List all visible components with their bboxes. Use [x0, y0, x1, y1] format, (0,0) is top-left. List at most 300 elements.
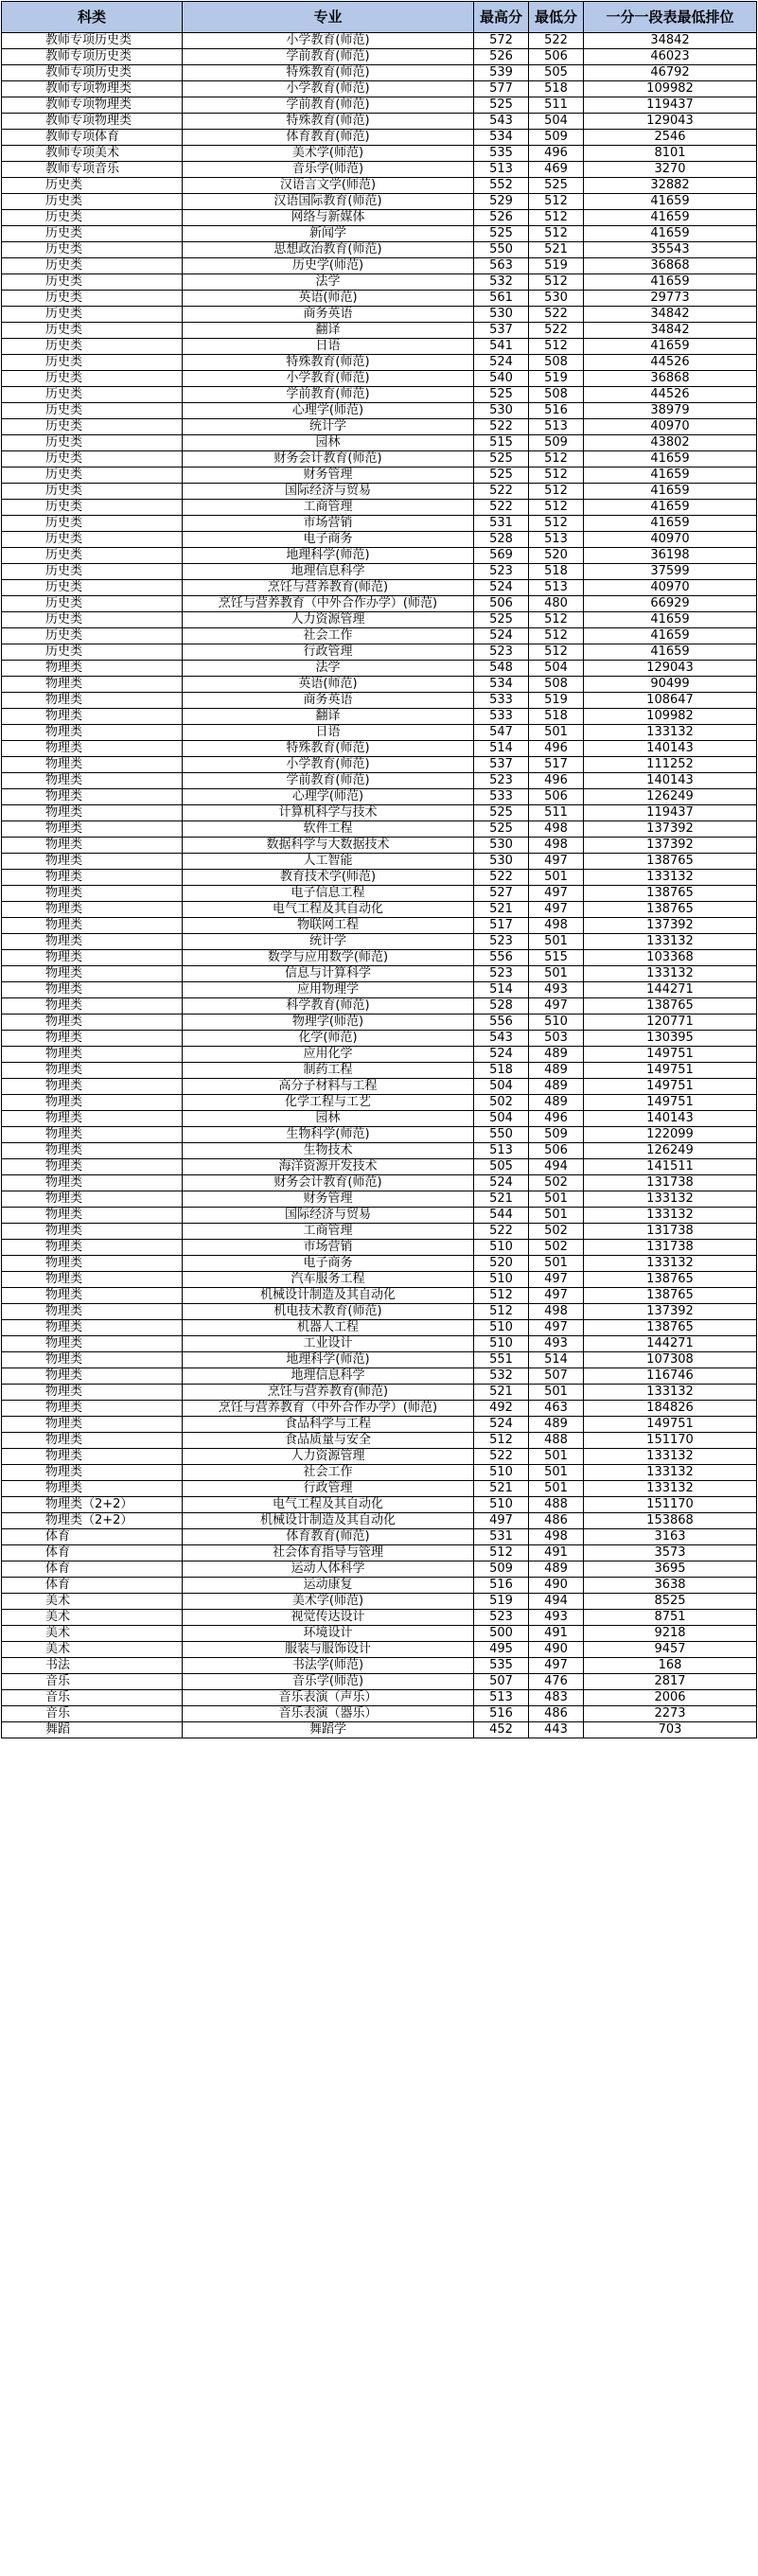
cell-major: 小学教育(师范) [183, 371, 474, 387]
cell-min-score: 515 [529, 950, 584, 966]
cell-category: 物理类 [2, 1433, 183, 1449]
cell-max-score: 512 [474, 1545, 529, 1561]
table-body [2, 33, 757, 1738]
cell-category: 历史类 [2, 564, 183, 580]
cell-min-rank: 137392 [584, 838, 757, 854]
cell-min-score: 501 [529, 1449, 584, 1465]
cell-major: 信息与计算科学 [183, 966, 474, 982]
cell-min-score: 517 [529, 757, 584, 773]
cell-major: 生物技术 [183, 1143, 474, 1159]
header-max-score: 最高分 [474, 2, 529, 33]
table-row [2, 1191, 757, 1208]
cell-max-score: 529 [474, 194, 529, 210]
cell-max-score: 533 [474, 693, 529, 709]
cell-max-score: 530 [474, 838, 529, 854]
cell-min-rank: 35543 [584, 242, 757, 258]
cell-min-rank: 138765 [584, 1320, 757, 1336]
cell-major: 社会体育指导与管理 [183, 1545, 474, 1561]
table-row [2, 1063, 757, 1079]
cell-max-score: 547 [474, 725, 529, 741]
cell-min-rank: 137392 [584, 821, 757, 838]
table-row [2, 741, 757, 757]
cell-max-score: 513 [474, 162, 529, 178]
cell-category: 物理类 [2, 757, 183, 773]
cell-min-score: 488 [529, 1433, 584, 1449]
cell-min-score: 505 [529, 65, 584, 81]
cell-min-rank: 133132 [584, 870, 757, 886]
cell-min-rank: 119437 [584, 97, 757, 114]
table-row [2, 162, 757, 178]
cell-category: 物理类 [2, 1481, 183, 1497]
cell-category: 教师专项物理类 [2, 114, 183, 130]
cell-major: 音乐学(师范) [183, 162, 474, 178]
cell-category: 历史类 [2, 323, 183, 339]
cell-max-score: 550 [474, 1127, 529, 1143]
cell-category: 历史类 [2, 242, 183, 258]
cell-category: 历史类 [2, 596, 183, 612]
cell-min-score: 518 [529, 564, 584, 580]
cell-max-score: 523 [474, 773, 529, 789]
cell-category: 历史类 [2, 339, 183, 355]
table-row [2, 1481, 757, 1497]
cell-category: 历史类 [2, 532, 183, 548]
cell-max-score: 507 [474, 1674, 529, 1690]
cell-max-score: 525 [474, 821, 529, 838]
cell-min-score: 493 [529, 982, 584, 998]
table-row [2, 1497, 757, 1513]
table-row [2, 1208, 757, 1224]
cell-max-score: 528 [474, 998, 529, 1015]
cell-min-score: 483 [529, 1690, 584, 1706]
cell-category: 物理类 [2, 741, 183, 757]
cell-min-rank: 126249 [584, 789, 757, 805]
cell-category: 教师专项历史类 [2, 33, 183, 49]
cell-min-score: 498 [529, 1529, 584, 1545]
cell-major: 地理科学(师范) [183, 548, 474, 564]
table-row [2, 1256, 757, 1272]
cell-major: 特殊教育(师范) [183, 741, 474, 757]
cell-min-rank: 184826 [584, 1401, 757, 1417]
cell-min-rank: 41659 [584, 612, 757, 628]
cell-min-rank: 138765 [584, 1288, 757, 1304]
table-row [2, 1127, 757, 1143]
cell-category: 物理类 [2, 1288, 183, 1304]
cell-min-rank: 120771 [584, 1015, 757, 1031]
table-row [2, 484, 757, 500]
cell-major: 小学教育(师范) [183, 81, 474, 97]
cell-min-rank: 126249 [584, 1143, 757, 1159]
cell-major: 法学 [183, 661, 474, 677]
cell-category: 教师专项物理类 [2, 81, 183, 97]
cell-category: 体育 [2, 1561, 183, 1578]
cell-major: 学前教育(师范) [183, 773, 474, 789]
cell-min-rank: 140143 [584, 773, 757, 789]
cell-max-score: 531 [474, 516, 529, 532]
cell-min-rank: 41659 [584, 484, 757, 500]
cell-max-score: 522 [474, 1224, 529, 1240]
cell-major: 环境设计 [183, 1626, 474, 1642]
cell-category: 物理类 [2, 918, 183, 934]
cell-category: 物理类 [2, 1143, 183, 1159]
cell-min-rank: 129043 [584, 114, 757, 130]
cell-max-score: 535 [474, 146, 529, 162]
cell-min-score: 497 [529, 998, 584, 1015]
cell-category: 历史类 [2, 548, 183, 564]
table-row [2, 596, 757, 612]
cell-category: 物理类 [2, 1175, 183, 1191]
cell-max-score: 552 [474, 178, 529, 194]
cell-max-score: 533 [474, 789, 529, 805]
cell-category: 物理类 [2, 821, 183, 838]
cell-max-score: 523 [474, 564, 529, 580]
cell-major: 园林 [183, 435, 474, 451]
cell-min-score: 490 [529, 1578, 584, 1594]
cell-category: 美术 [2, 1642, 183, 1658]
table-row [2, 1642, 757, 1658]
cell-min-rank: 9457 [584, 1642, 757, 1658]
cell-max-score: 524 [474, 628, 529, 644]
cell-major: 汉语言文学(师范) [183, 178, 474, 194]
cell-max-score: 514 [474, 982, 529, 998]
table-row [2, 387, 757, 403]
cell-min-score: 489 [529, 1047, 584, 1063]
cell-major: 小学教育(师范) [183, 757, 474, 773]
table-row [2, 226, 757, 242]
cell-min-rank: 119437 [584, 805, 757, 821]
cell-category: 历史类 [2, 644, 183, 661]
cell-max-score: 521 [474, 1191, 529, 1208]
cell-category: 历史类 [2, 500, 183, 516]
cell-major: 商务英语 [183, 307, 474, 323]
cell-min-rank: 116746 [584, 1368, 757, 1385]
cell-min-score: 508 [529, 355, 584, 371]
cell-max-score: 512 [474, 1433, 529, 1449]
cell-min-rank: 133132 [584, 1449, 757, 1465]
cell-max-score: 533 [474, 709, 529, 725]
table-row [2, 435, 757, 451]
cell-min-rank: 133132 [584, 1465, 757, 1481]
cell-min-rank: 41659 [584, 468, 757, 484]
cell-major: 物联网工程 [183, 918, 474, 934]
header-min-score: 最低分 [529, 2, 584, 33]
cell-min-rank: 36198 [584, 548, 757, 564]
cell-max-score: 537 [474, 757, 529, 773]
cell-min-rank: 36868 [584, 258, 757, 274]
table-row [2, 934, 757, 950]
cell-max-score: 525 [474, 805, 529, 821]
cell-min-score: 498 [529, 821, 584, 838]
cell-category: 物理类 [2, 1336, 183, 1352]
table-row [2, 644, 757, 661]
table-row [2, 339, 757, 355]
cell-min-score: 513 [529, 580, 584, 596]
cell-min-rank: 138765 [584, 1272, 757, 1288]
table-row [2, 1529, 757, 1545]
cell-major: 特殊教育(师范) [183, 114, 474, 130]
cell-min-score: 443 [529, 1722, 584, 1738]
cell-max-score: 524 [474, 1047, 529, 1063]
cell-category: 物理类 [2, 677, 183, 693]
cell-major: 特殊教育(师范) [183, 65, 474, 81]
cell-category: 历史类 [2, 291, 183, 307]
table-row [2, 1240, 757, 1256]
cell-category: 历史类 [2, 468, 183, 484]
cell-major: 工商管理 [183, 1224, 474, 1240]
table-row [2, 612, 757, 628]
cell-category: 历史类 [2, 484, 183, 500]
cell-category: 物理类 [2, 1095, 183, 1111]
cell-major: 烹饪与营养教育(师范) [183, 580, 474, 596]
cell-min-score: 489 [529, 1561, 584, 1578]
cell-category: 物理类 [2, 1465, 183, 1481]
cell-major: 机械设计制造及其自动化 [183, 1513, 474, 1529]
cell-major: 人工智能 [183, 854, 474, 870]
cell-major: 电子商务 [183, 1256, 474, 1272]
cell-min-score: 463 [529, 1401, 584, 1417]
table-row [2, 1015, 757, 1031]
cell-min-rank: 133132 [584, 1481, 757, 1497]
cell-min-score: 506 [529, 1143, 584, 1159]
cell-major: 数学与应用数学(师范) [183, 950, 474, 966]
table-row [2, 323, 757, 339]
table-row [2, 1722, 757, 1738]
cell-category: 物理类（2+2） [2, 1497, 183, 1513]
cell-max-score: 525 [474, 451, 529, 468]
header-row [2, 2, 757, 33]
cell-category: 物理类 [2, 693, 183, 709]
cell-max-score: 526 [474, 49, 529, 65]
cell-min-score: 491 [529, 1626, 584, 1642]
cell-category: 物理类 [2, 1224, 183, 1240]
cell-major: 烹饪与营养教育(师范) [183, 1385, 474, 1401]
cell-max-score: 518 [474, 1063, 529, 1079]
cell-min-score: 493 [529, 1336, 584, 1352]
cell-major: 新闻学 [183, 226, 474, 242]
cell-category: 历史类 [2, 580, 183, 596]
table-row [2, 1417, 757, 1433]
table-row [2, 146, 757, 162]
cell-min-score: 509 [529, 435, 584, 451]
table-row [2, 1368, 757, 1385]
cell-category: 音乐 [2, 1674, 183, 1690]
cell-category: 美术 [2, 1626, 183, 1642]
table-row [2, 274, 757, 291]
cell-min-rank: 149751 [584, 1079, 757, 1095]
cell-major: 工商管理 [183, 500, 474, 516]
table-row [2, 870, 757, 886]
cell-max-score: 525 [474, 612, 529, 628]
cell-min-score: 501 [529, 725, 584, 741]
cell-min-rank: 133132 [584, 1256, 757, 1272]
cell-max-score: 510 [474, 1240, 529, 1256]
cell-min-score: 497 [529, 902, 584, 918]
cell-category: 舞蹈 [2, 1722, 183, 1738]
cell-min-rank: 138765 [584, 886, 757, 902]
cell-category: 历史类 [2, 274, 183, 291]
cell-major: 物理学(师范) [183, 1015, 474, 1031]
cell-category: 物理类 [2, 1256, 183, 1272]
cell-min-score: 530 [529, 291, 584, 307]
table-row [2, 1320, 757, 1336]
table-row [2, 789, 757, 805]
cell-min-score: 522 [529, 33, 584, 49]
table-row [2, 1336, 757, 1352]
cell-min-score: 501 [529, 966, 584, 982]
table-row [2, 1272, 757, 1288]
cell-min-score: 507 [529, 1368, 584, 1385]
cell-major: 烹饪与营养教育（中外合作办学）(师范) [183, 1401, 474, 1417]
cell-category: 物理类 [2, 709, 183, 725]
cell-category: 历史类 [2, 258, 183, 274]
cell-max-score: 513 [474, 1690, 529, 1706]
cell-major: 小学教育(师范) [183, 33, 474, 49]
cell-max-score: 523 [474, 934, 529, 950]
cell-max-score: 513 [474, 1143, 529, 1159]
table-row [2, 709, 757, 725]
cell-max-score: 510 [474, 1336, 529, 1352]
cell-min-score: 519 [529, 258, 584, 274]
table-row [2, 242, 757, 258]
cell-category: 物理类 [2, 1047, 183, 1063]
cell-max-score: 452 [474, 1722, 529, 1738]
table-row [2, 725, 757, 741]
cell-min-score: 516 [529, 403, 584, 419]
cell-max-score: 505 [474, 1159, 529, 1175]
cell-category: 物理类（2+2） [2, 1513, 183, 1529]
table-row [2, 1465, 757, 1481]
cell-max-score: 510 [474, 1272, 529, 1288]
cell-min-rank: 2273 [584, 1706, 757, 1722]
cell-category: 物理类 [2, 1401, 183, 1417]
cell-max-score: 509 [474, 1561, 529, 1578]
table-row [2, 371, 757, 387]
cell-major: 地理科学(师范) [183, 1352, 474, 1368]
table-row [2, 902, 757, 918]
cell-min-score: 512 [529, 194, 584, 210]
cell-min-rank: 41659 [584, 274, 757, 291]
cell-major: 特殊教育(师范) [183, 355, 474, 371]
cell-max-score: 519 [474, 1594, 529, 1610]
cell-category: 物理类 [2, 1127, 183, 1143]
cell-max-score: 537 [474, 323, 529, 339]
cell-category: 物理类 [2, 1449, 183, 1465]
cell-major: 园林 [183, 1111, 474, 1127]
cell-max-score: 563 [474, 258, 529, 274]
cell-min-score: 494 [529, 1159, 584, 1175]
cell-min-rank: 108647 [584, 693, 757, 709]
cell-max-score: 521 [474, 1481, 529, 1497]
cell-max-score: 550 [474, 242, 529, 258]
cell-min-rank: 133132 [584, 725, 757, 741]
cell-min-rank: 133132 [584, 1191, 757, 1208]
cell-min-score: 509 [529, 1127, 584, 1143]
cell-min-score: 489 [529, 1417, 584, 1433]
cell-min-score: 501 [529, 1385, 584, 1401]
cell-major: 体育教育(师范) [183, 130, 474, 146]
cell-min-rank: 8751 [584, 1610, 757, 1626]
cell-category: 历史类 [2, 403, 183, 419]
table-row [2, 1658, 757, 1674]
admission-score-table [1, 1, 757, 1738]
cell-max-score: 497 [474, 1513, 529, 1529]
cell-max-score: 531 [474, 1529, 529, 1545]
cell-category: 音乐 [2, 1706, 183, 1722]
cell-max-score: 524 [474, 1417, 529, 1433]
cell-major: 学前教育(师范) [183, 387, 474, 403]
cell-min-score: 498 [529, 918, 584, 934]
table-row [2, 258, 757, 274]
cell-category: 体育 [2, 1578, 183, 1594]
cell-min-rank: 103368 [584, 950, 757, 966]
cell-min-score: 512 [529, 339, 584, 355]
cell-major: 制药工程 [183, 1063, 474, 1079]
cell-min-rank: 36868 [584, 371, 757, 387]
cell-min-score: 488 [529, 1497, 584, 1513]
table-row [2, 114, 757, 130]
table-row [2, 516, 757, 532]
cell-min-score: 496 [529, 146, 584, 162]
header-category: 科类 [2, 2, 183, 33]
cell-min-score: 501 [529, 1191, 584, 1208]
cell-min-score: 511 [529, 97, 584, 114]
cell-category: 物理类 [2, 854, 183, 870]
cell-min-score: 501 [529, 1465, 584, 1481]
cell-min-rank: 168 [584, 1658, 757, 1674]
cell-max-score: 525 [474, 387, 529, 403]
cell-max-score: 540 [474, 371, 529, 387]
cell-min-score: 520 [529, 548, 584, 564]
cell-category: 历史类 [2, 387, 183, 403]
table-row [2, 500, 757, 516]
cell-min-rank: 2006 [584, 1690, 757, 1706]
cell-max-score: 522 [474, 500, 529, 516]
cell-category: 历史类 [2, 371, 183, 387]
cell-min-rank: 2817 [584, 1674, 757, 1690]
cell-major: 书法学(师范) [183, 1658, 474, 1674]
cell-major: 社会工作 [183, 1465, 474, 1481]
cell-major: 历史学(师范) [183, 258, 474, 274]
cell-min-score: 497 [529, 1272, 584, 1288]
cell-major: 心理学(师范) [183, 403, 474, 419]
cell-major: 法学 [183, 274, 474, 291]
cell-min-score: 502 [529, 1224, 584, 1240]
cell-min-score: 476 [529, 1674, 584, 1690]
cell-min-score: 502 [529, 1175, 584, 1191]
cell-max-score: 516 [474, 1578, 529, 1594]
cell-min-score: 506 [529, 49, 584, 65]
cell-major: 国际经济与贸易 [183, 1208, 474, 1224]
cell-category: 历史类 [2, 435, 183, 451]
cell-min-rank: 133132 [584, 934, 757, 950]
cell-min-score: 512 [529, 644, 584, 661]
cell-category: 物理类 [2, 1079, 183, 1095]
cell-category: 物理类 [2, 950, 183, 966]
cell-min-rank: 137392 [584, 1304, 757, 1320]
table-row [2, 1143, 757, 1159]
cell-min-score: 504 [529, 661, 584, 677]
cell-min-rank: 144271 [584, 1336, 757, 1352]
cell-major: 电子信息工程 [183, 886, 474, 902]
cell-category: 物理类 [2, 1304, 183, 1320]
cell-min-score: 509 [529, 130, 584, 146]
cell-min-rank: 44526 [584, 355, 757, 371]
table-row [2, 307, 757, 323]
cell-min-rank: 140143 [584, 741, 757, 757]
table-row [2, 1626, 757, 1642]
cell-category: 物理类 [2, 1111, 183, 1127]
cell-min-rank: 131738 [584, 1224, 757, 1240]
cell-min-score: 506 [529, 789, 584, 805]
